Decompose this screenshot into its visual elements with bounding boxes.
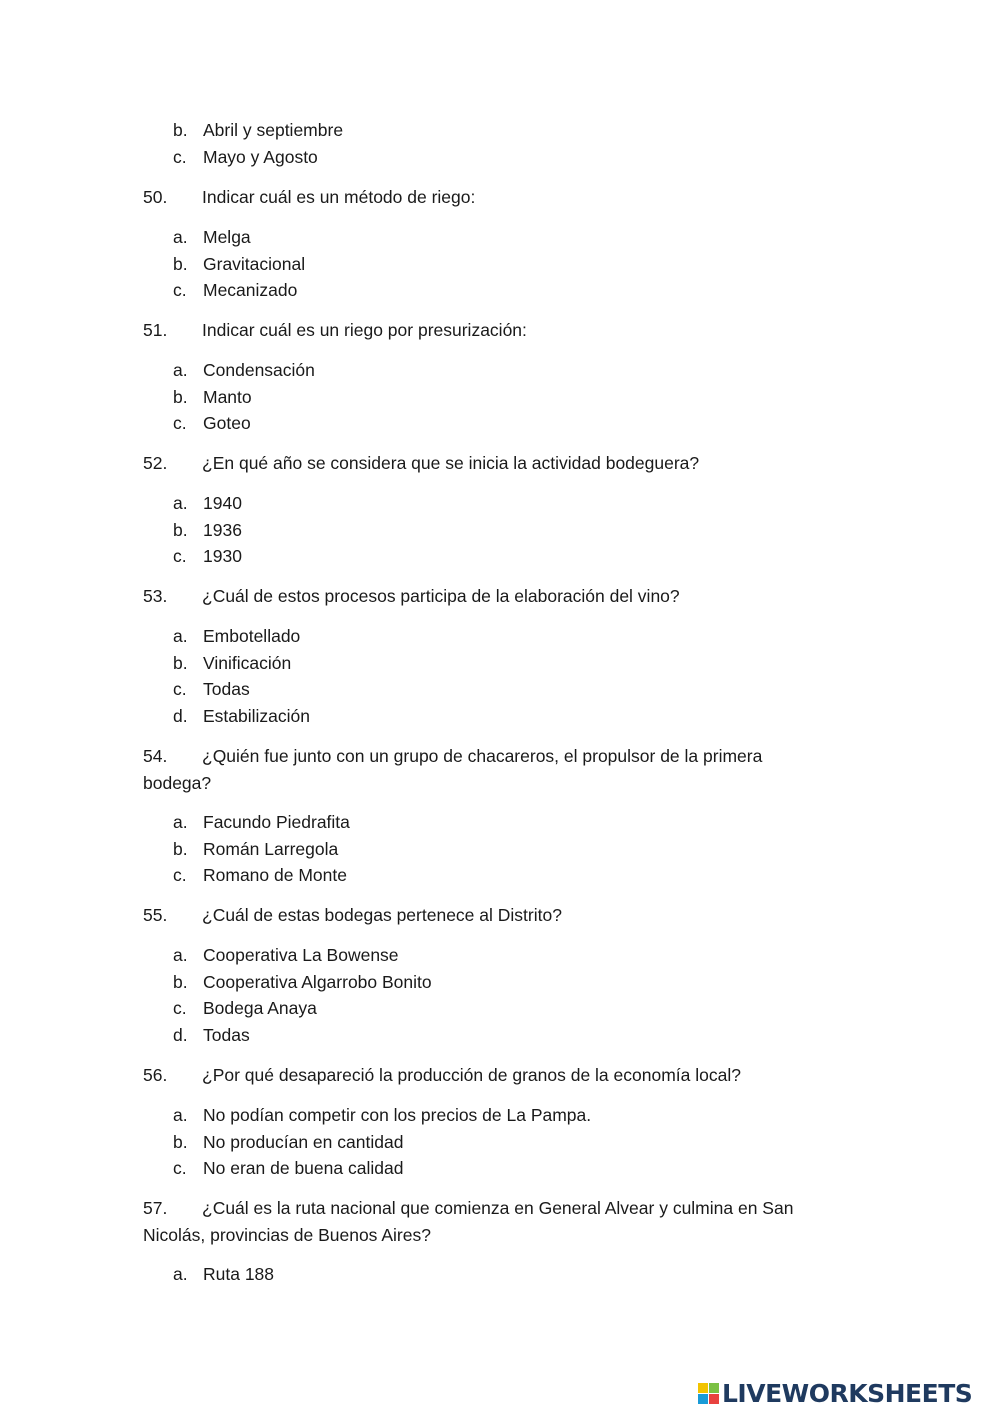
option-letter: a. xyxy=(173,1105,188,1125)
option-letter: b. xyxy=(173,120,188,140)
option-text: Bodega Anaya xyxy=(203,998,317,1019)
question-55 xyxy=(143,902,823,929)
logo-icon xyxy=(698,1383,719,1404)
option-text: Mecanizado xyxy=(203,280,298,301)
question-text: ¿Cuál de estas bodegas pertenece al Distrito? xyxy=(202,905,562,925)
question-text: ¿Quién fue junto con un grupo de chacareros, el propulsor de la primera bodega? xyxy=(143,746,763,793)
option-text: Mayo y Agosto xyxy=(203,146,318,167)
option-text: Romano de Monte xyxy=(203,865,347,886)
option-item[interactable] xyxy=(143,623,823,650)
option-letter: b. xyxy=(173,1131,188,1152)
logo-square-4 xyxy=(709,1394,719,1404)
option-text: 1936 xyxy=(203,519,242,540)
option-item[interactable] xyxy=(143,836,823,863)
question-51-options xyxy=(143,357,823,437)
logo-square-3 xyxy=(698,1394,708,1404)
question-52-options xyxy=(143,490,823,570)
option-item[interactable] xyxy=(143,969,823,996)
question-number: 55. xyxy=(143,905,168,925)
logo-square-1 xyxy=(698,1383,708,1393)
option-letter: c. xyxy=(173,998,187,1019)
question-53-options xyxy=(143,623,823,729)
option-item[interactable] xyxy=(143,384,823,411)
option-letter: c. xyxy=(173,865,187,886)
option-text: Ruta 188 xyxy=(203,1264,275,1284)
option-letter: d. xyxy=(173,705,188,726)
question-text: ¿Cuál es la ruta nacional que comienza en General Alvear y culmina en San Nicolás, provincias de Buenos Aires? xyxy=(143,1198,794,1245)
option-item[interactable] xyxy=(143,251,823,278)
option-item[interactable] xyxy=(143,1129,823,1156)
option-letter: b. xyxy=(173,652,188,673)
question-50-options xyxy=(143,224,823,304)
option-item[interactable] xyxy=(143,942,823,969)
question-50 xyxy=(143,184,823,211)
option-item[interactable] xyxy=(143,1102,823,1129)
question-number: 52. xyxy=(143,453,168,473)
question-51 xyxy=(143,317,823,344)
option-item[interactable] xyxy=(143,224,823,251)
option-letter: c. xyxy=(173,280,187,301)
option-letter: b. xyxy=(173,386,188,407)
option-item[interactable] xyxy=(143,1155,823,1182)
question-54-options xyxy=(143,809,823,889)
option-item[interactable] xyxy=(143,144,823,171)
question-number: 53. xyxy=(143,586,168,606)
option-letter: b. xyxy=(173,253,188,274)
option-letter: d. xyxy=(173,1024,188,1045)
option-item[interactable] xyxy=(143,995,823,1022)
option-item[interactable] xyxy=(143,676,823,703)
option-text: Román Larregola xyxy=(203,838,339,859)
question-number: 56. xyxy=(143,1065,168,1085)
option-item[interactable] xyxy=(143,703,823,730)
question-text: ¿Cuál de estos procesos participa de la elaboración del vino? xyxy=(202,586,680,606)
option-item[interactable] xyxy=(143,117,823,144)
question-57-options xyxy=(143,1261,823,1288)
question-number: 50. xyxy=(143,187,168,207)
question-number: 51. xyxy=(143,320,168,340)
option-text: Vinificación xyxy=(203,652,292,673)
question-52 xyxy=(143,450,823,477)
liveworksheets-logo[interactable] xyxy=(698,1378,972,1408)
option-item[interactable] xyxy=(143,1022,823,1049)
option-text: Goteo xyxy=(203,413,251,434)
question-57 xyxy=(143,1195,823,1248)
option-letter: a. xyxy=(173,945,188,965)
option-text: Estabilización xyxy=(203,705,310,726)
option-letter: c. xyxy=(173,413,187,434)
option-text: Abril y septiembre xyxy=(203,120,344,140)
option-letter: a. xyxy=(173,360,188,380)
option-letter: a. xyxy=(173,227,188,247)
option-item[interactable] xyxy=(143,357,823,384)
option-text: Embotellado xyxy=(203,626,301,646)
prev-question-options xyxy=(143,117,823,170)
option-item[interactable] xyxy=(143,410,823,437)
question-56-options xyxy=(143,1102,823,1182)
option-text: No podían competir con los precios de La Pampa. xyxy=(203,1105,592,1125)
option-letter: a. xyxy=(173,626,188,646)
question-number: 57. xyxy=(143,1198,168,1218)
question-text: ¿Por qué desapareció la producción de granos de la economía local? xyxy=(202,1065,741,1085)
option-item[interactable] xyxy=(143,862,823,889)
logo-text: LIVEWORKSHEETS xyxy=(722,1378,973,1408)
option-text: No eran de buena calidad xyxy=(203,1158,404,1179)
option-letter: c. xyxy=(173,679,187,700)
option-item[interactable] xyxy=(143,543,823,570)
option-item[interactable] xyxy=(143,277,823,304)
option-text: No producían en cantidad xyxy=(203,1131,404,1152)
question-55-options xyxy=(143,942,823,1048)
option-text: 1940 xyxy=(203,493,242,513)
question-number: 54. xyxy=(143,746,168,766)
option-item[interactable] xyxy=(143,490,823,517)
option-text: Facundo Piedrafita xyxy=(203,812,350,832)
option-letter: c. xyxy=(173,146,187,167)
option-text: Cooperativa La Bowense xyxy=(203,945,399,965)
option-letter: a. xyxy=(173,1264,188,1284)
option-text: Gravitacional xyxy=(203,253,306,274)
question-text: Indicar cuál es un riego por presurización: xyxy=(202,320,527,340)
logo-square-2 xyxy=(709,1383,719,1393)
question-text: ¿En qué año se considera que se inicia la actividad bodeguera? xyxy=(202,453,700,473)
option-item[interactable] xyxy=(143,517,823,544)
question-54 xyxy=(143,743,823,796)
option-letter: a. xyxy=(173,812,188,832)
option-text: Condensación xyxy=(203,360,315,380)
option-text: Manto xyxy=(203,386,252,407)
question-text: Indicar cuál es un método de riego: xyxy=(202,187,476,207)
option-text: 1930 xyxy=(203,546,242,567)
option-item[interactable] xyxy=(143,650,823,677)
option-letter: b. xyxy=(173,519,188,540)
question-56 xyxy=(143,1062,823,1089)
option-text: Cooperativa Algarrobo Bonito xyxy=(203,971,432,992)
option-text: Todas xyxy=(203,1024,250,1045)
option-text: Todas xyxy=(203,679,250,700)
option-letter: c. xyxy=(173,1158,187,1179)
option-letter: b. xyxy=(173,971,188,992)
option-item[interactable] xyxy=(143,809,823,836)
option-letter: a. xyxy=(173,493,188,513)
option-text: Melga xyxy=(203,227,251,247)
option-item[interactable] xyxy=(143,1261,823,1288)
question-53 xyxy=(143,583,823,610)
option-letter: b. xyxy=(173,838,188,859)
option-letter: c. xyxy=(173,546,187,567)
